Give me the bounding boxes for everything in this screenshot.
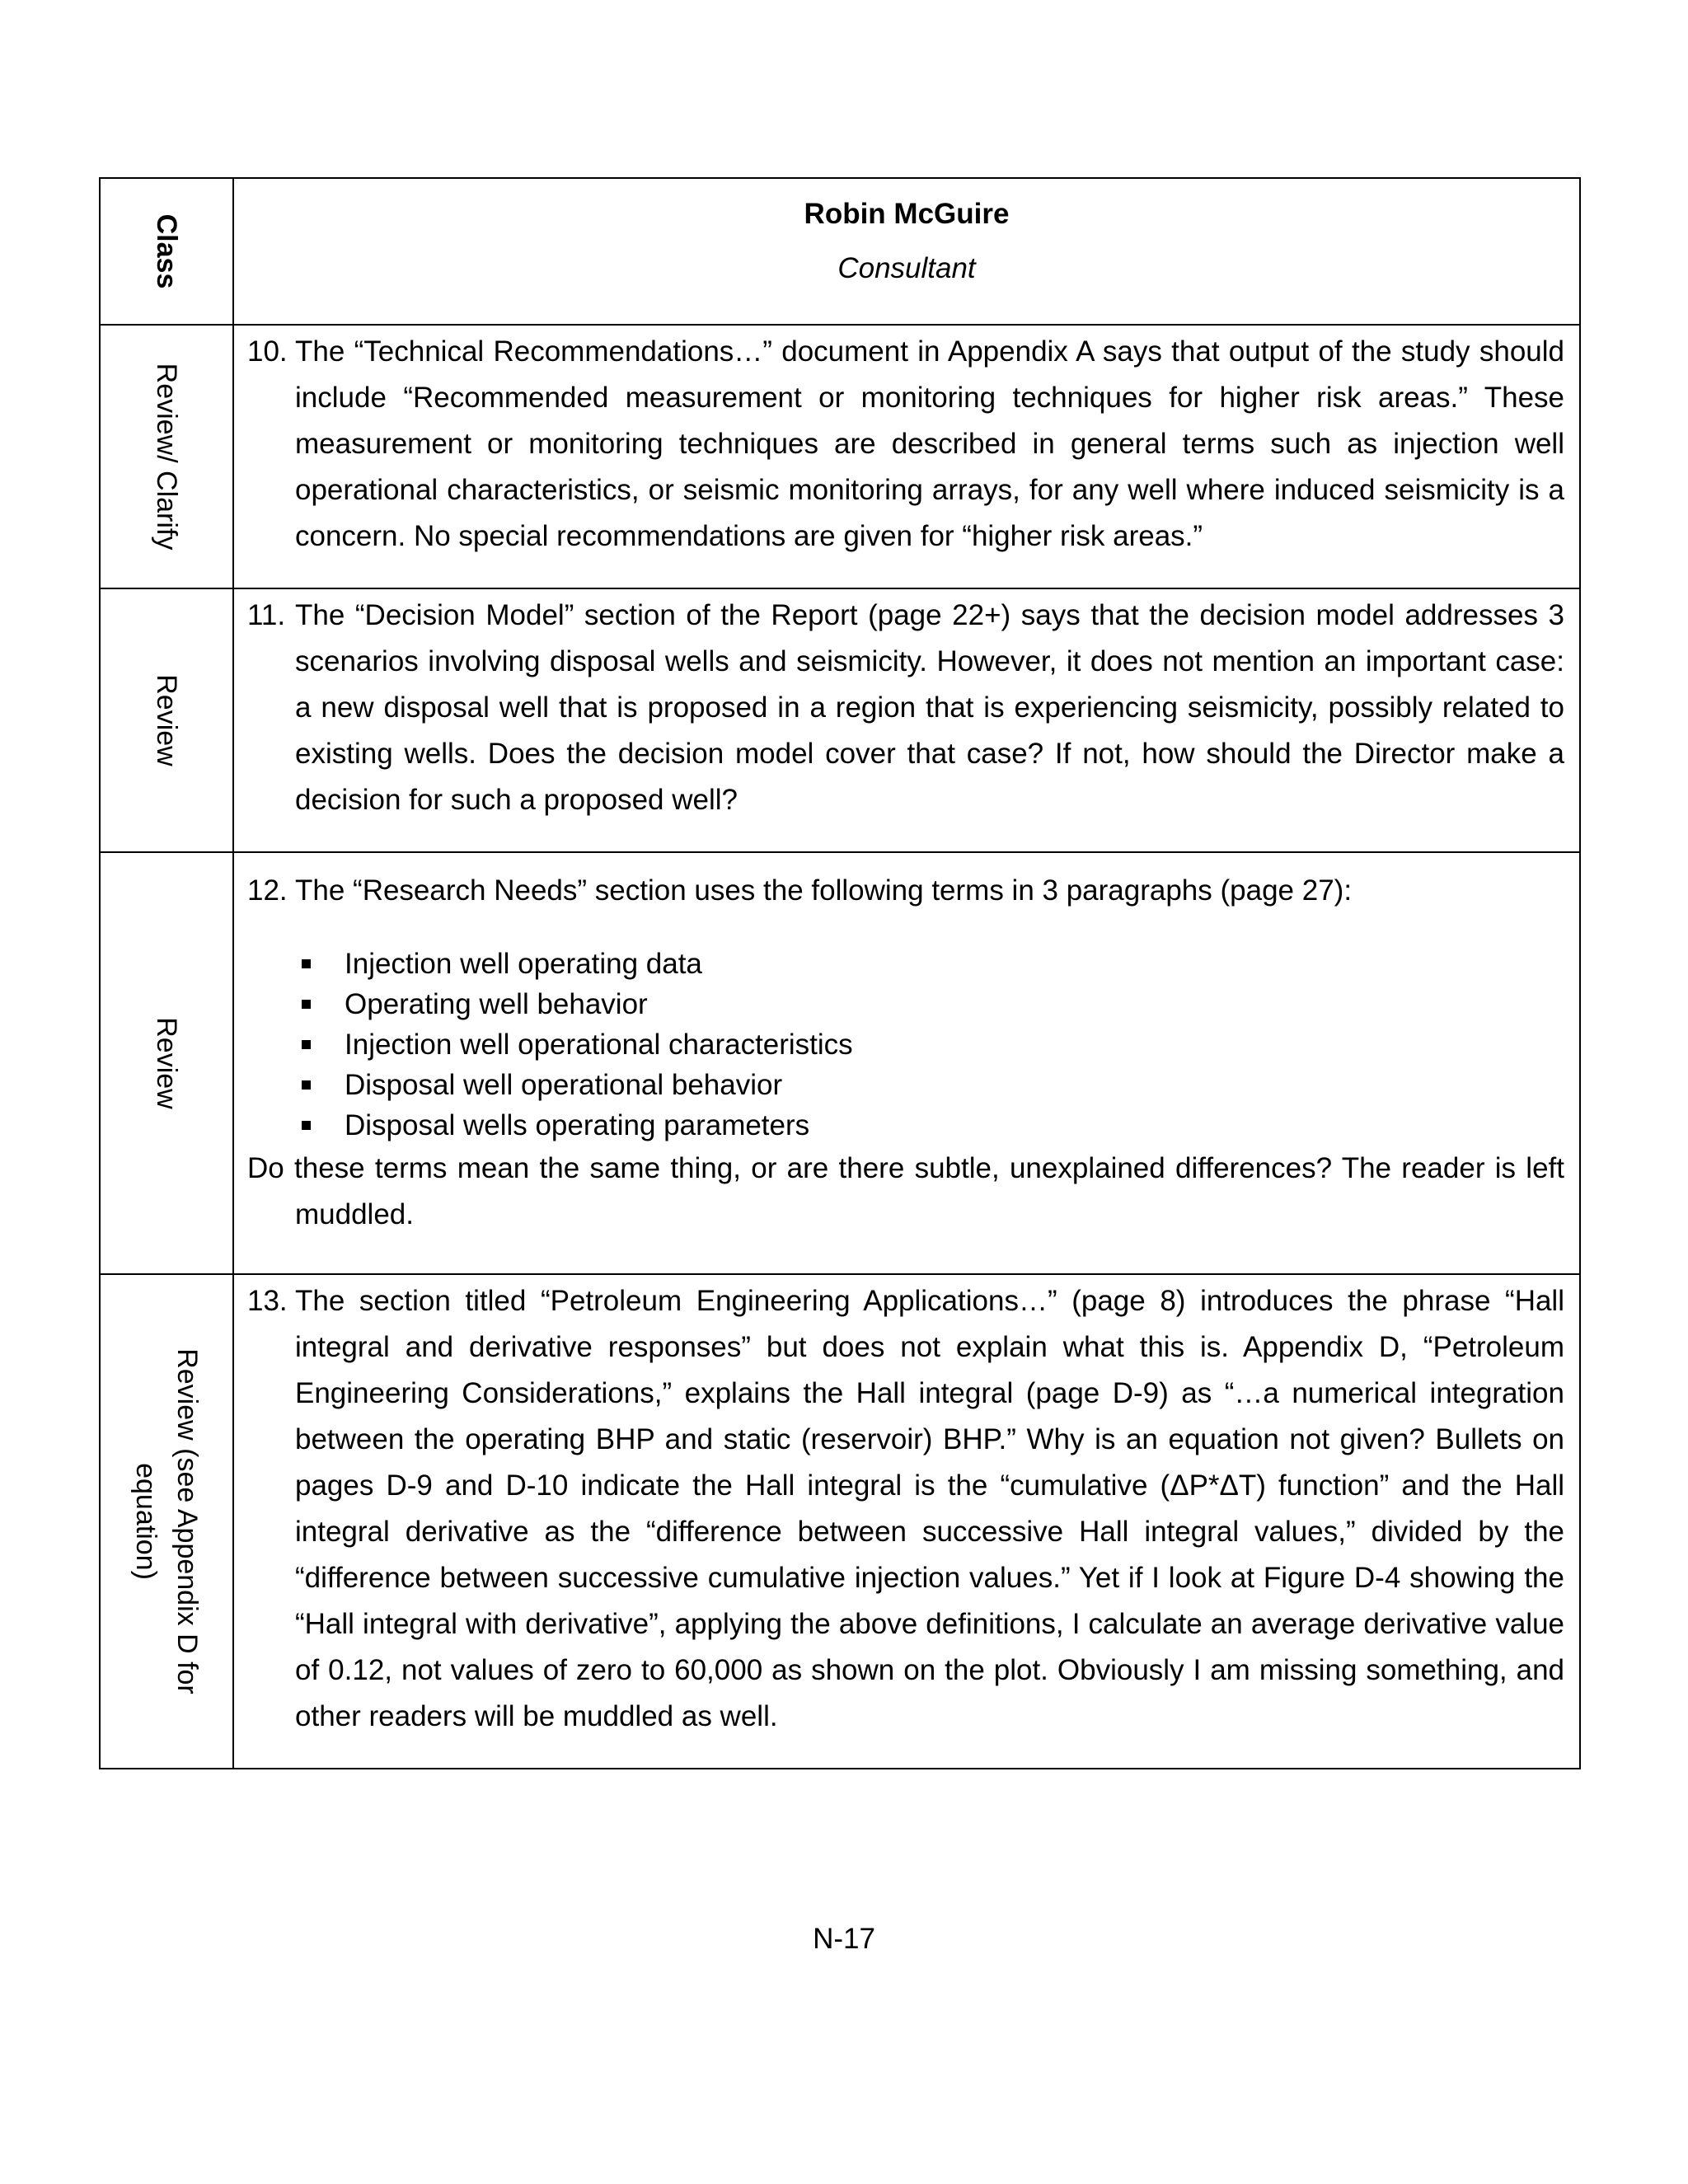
bullet-item: Disposal well operational behavior [298,1065,1564,1105]
comment-cell [233,852,1580,1274]
comment-number: 13. [247,1285,288,1317]
class-cell [100,588,233,852]
class-label: Review [151,1017,182,1109]
comment-number: 10. [247,335,288,368]
class-label: Review/ Clarify [151,363,182,551]
comment-row-11 [100,588,1580,852]
class-cell [100,852,233,1274]
class-label: Review (see Appendix D for equation) [130,1348,203,1694]
header-row [100,178,1580,325]
reviewer-header-cell [233,178,1580,325]
comment-text: The “Technical Recommendations…” document in Appendix A says that output of the study should include “Recommended measurement or monitoring techniques for higher risk areas.” These measurement or monitoring techniques are described in general terms such as injection well operational characteristics, or seismic monitoring arrays, for any well where induced seismicity is a concern. No special recommendations are given for “higher risk areas.” [295,335,1564,552]
comment-item [234,868,1579,1238]
comment-text: The section titled “Petroleum Engineering Applications…” (page 8) introduces the phrase “Hall integral and derivative responses” but does not explain what this is. Appendix D, “Petroleum Engineering Considerations,” explains the Hall integral (page D-9) as “…a numerical integration between the operating BHP and static (reservoir) BHP.” Why is an equation not given? Bullets on pages D-9 and D-10 indicate the Hall integral is the “cumulative (ΔP*ΔT) function” and the Hall integral derivative as the “difference between successive Hall integral values,” divided by the “difference between successive cumulative injection values.” Yet if I look at Figure D-4 showing the “Hall integral with derivative”, applying the above definitions, I calculate an average derivative value of 0.12, not values of zero to 60,000 as shown on the plot. Obviously I am missing something, and other readers will be muddled as well. [295,1285,1564,1732]
reviewer-name: Robin McGuire [804,198,1010,230]
comments-table [99,177,1581,1769]
bullet-item: Disposal wells operating parameters [298,1105,1564,1146]
comment-row-10 [100,325,1580,588]
bullet-item: Injection well operational characteristics [298,1024,1564,1065]
class-header-label: Class [151,213,182,289]
comment-intro-line [247,868,1564,914]
comment-item [234,329,1579,560]
class-label: Review [151,674,182,766]
bullet-item: Operating well behavior [298,984,1564,1024]
comment-text: The “Decision Model” section of the Report (page 22+) says that the decision model addresses 3 scenarios involving disposal wells and seismicity. However, it does not mention an important case: a new disposal well that is proposed in a region that is experiencing seismicity, possibly related to existing wells. Does the decision model cover that case? If not, how should the Director make a decision for such a proposed well? [295,599,1564,816]
reviewer-role: Consultant [837,252,976,284]
comment-cell [233,325,1580,588]
comment-cell [233,1274,1580,1769]
comment-cell [233,588,1580,852]
comment-row-13 [100,1274,1580,1769]
comment-intro: The “Research Needs” section uses the following terms in 3 paragraphs (page 27): [295,874,1353,907]
comment-closing: Do these terms mean the same thing, or are there subtle, unexplained differences? The reader is left muddled. [247,1152,1564,1230]
terms-bullet-list [247,944,1564,1146]
comment-row-12 [100,852,1580,1274]
comment-item [234,593,1579,823]
class-header-cell [100,178,233,325]
bullet-item: Injection well operating data [298,944,1564,984]
class-cell [100,1274,233,1769]
page-number: N-17 [813,1923,875,1955]
comment-number: 11. [247,599,286,631]
comment-number: 12. [247,874,288,907]
comment-item [234,1278,1579,1740]
class-cell [100,325,233,588]
